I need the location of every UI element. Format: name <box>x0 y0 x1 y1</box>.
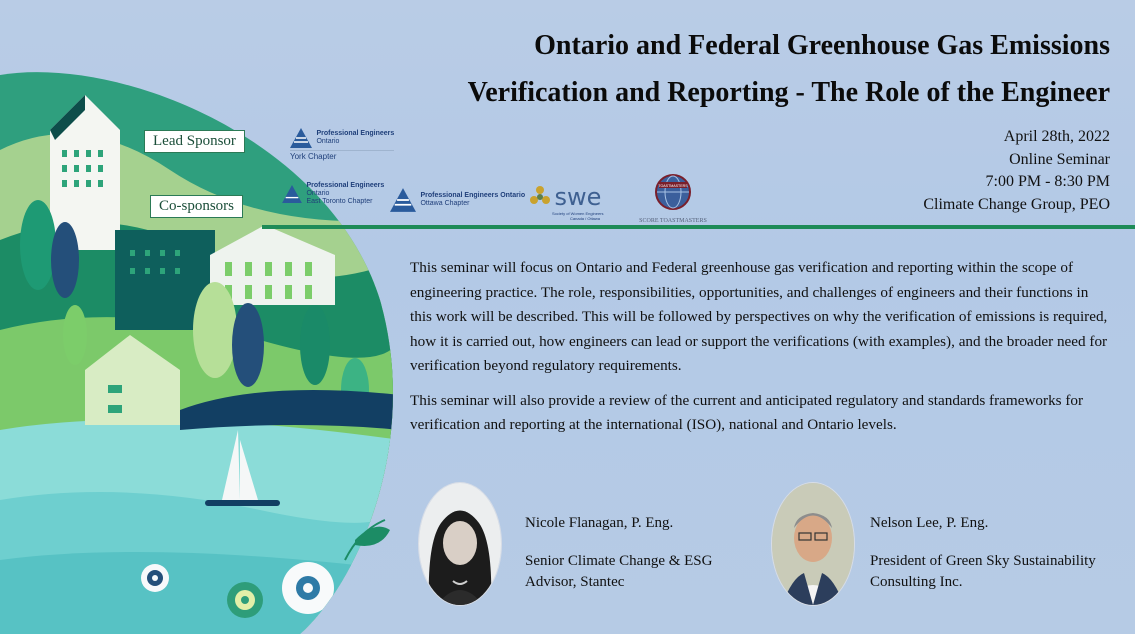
peo-east-toronto-logo <box>282 182 384 206</box>
event-host: Climate Change Group, PEO <box>923 195 1110 213</box>
seminar-title <box>350 22 1110 116</box>
toastmasters-globe-icon <box>653 173 693 211</box>
toastmasters-name: SCORE TOASTMASTERS <box>639 218 707 224</box>
title-line-1: Ontario and Federal Greenhouse Gas Emissions <box>534 30 1110 61</box>
peo-york-logo <box>290 128 394 161</box>
speaker-1-info <box>525 513 750 594</box>
speaker-2-name: Nelson Lee, P. Eng. <box>870 515 989 531</box>
speaker-portrait-image <box>772 483 854 605</box>
town-illustration <box>0 0 400 634</box>
section-divider <box>262 225 1135 229</box>
peo-east-toronto-chapter: East Toronto Chapter <box>306 198 373 205</box>
speaker-2-role: President of Green Sky Sustainability Consulting Inc. <box>870 552 1096 590</box>
speaker-portrait-image <box>419 483 501 605</box>
swe-sub: Society of Women Engineers <box>552 211 604 216</box>
peo-east-toronto-name: Professional Engineers <box>306 182 385 189</box>
speaker-1-name: Nicole Flanagan, P. Eng. <box>525 515 674 531</box>
description-paragraph-2: This seminar will also provide a review of the current and anticipated regulatory and standards frameworks for verification and reporting at the international (ISO), national and Ontario levels. <box>410 391 1084 433</box>
peo-york-chapter: York Chapter <box>290 150 394 161</box>
description-paragraph-1: This seminar will focus on Ontario and Federal greenhouse gas verification and reporting within the scope of engineering practice. The role, responsibilities, opportunities, and challenges of engineers and their functions in this work will be described. This will be followed by perspectives on why the verification of emissions is required, how it is carried out, how engineers can lead or support the verifications (with examples), and the broader need for verification beyond regulatory requirements. <box>410 259 1108 374</box>
peo-york-sub: Ontario <box>316 138 340 145</box>
seminar-description <box>410 256 1110 448</box>
swe-star-icon <box>530 185 550 209</box>
peo-ottawa-name: Professional Engineers Ontario <box>420 192 526 199</box>
peo-york-name: Professional Engineers <box>316 130 395 137</box>
peo-ottawa-chapter: Ottawa Chapter <box>420 200 470 207</box>
peo-logo-icon <box>390 188 416 212</box>
toastmasters-badge: TOASTMASTERS <box>658 184 688 188</box>
event-format: Online Seminar <box>1009 150 1110 168</box>
peo-logo-icon <box>290 128 312 148</box>
co-sponsors-label: Co-sponsors <box>150 195 243 218</box>
title-line-2: Verification and Reporting - The Role of the Engineer <box>467 77 1110 108</box>
swe-region: Canada / Ottawa <box>570 216 601 221</box>
toastmasters-logo <box>633 173 713 224</box>
speaker-2-photo <box>771 482 855 606</box>
speaker-1-role: Senior Climate Change & ESG Advisor, Stantec <box>525 552 713 590</box>
event-info <box>923 126 1110 216</box>
peo-ottawa-logo <box>390 188 525 212</box>
peo-east-toronto-sub: Ontario <box>306 190 330 197</box>
swe-logo <box>530 183 604 221</box>
event-date: April 28th, 2022 <box>1003 128 1110 145</box>
speaker-2-info <box>870 513 1120 594</box>
event-time: 7:00 PM - 8:30 PM <box>985 173 1110 190</box>
swe-wordmark: swe <box>554 183 602 211</box>
speaker-1-photo <box>418 482 502 606</box>
lead-sponsor-label: Lead Sponsor <box>144 130 245 153</box>
peo-logo-icon <box>282 185 302 203</box>
